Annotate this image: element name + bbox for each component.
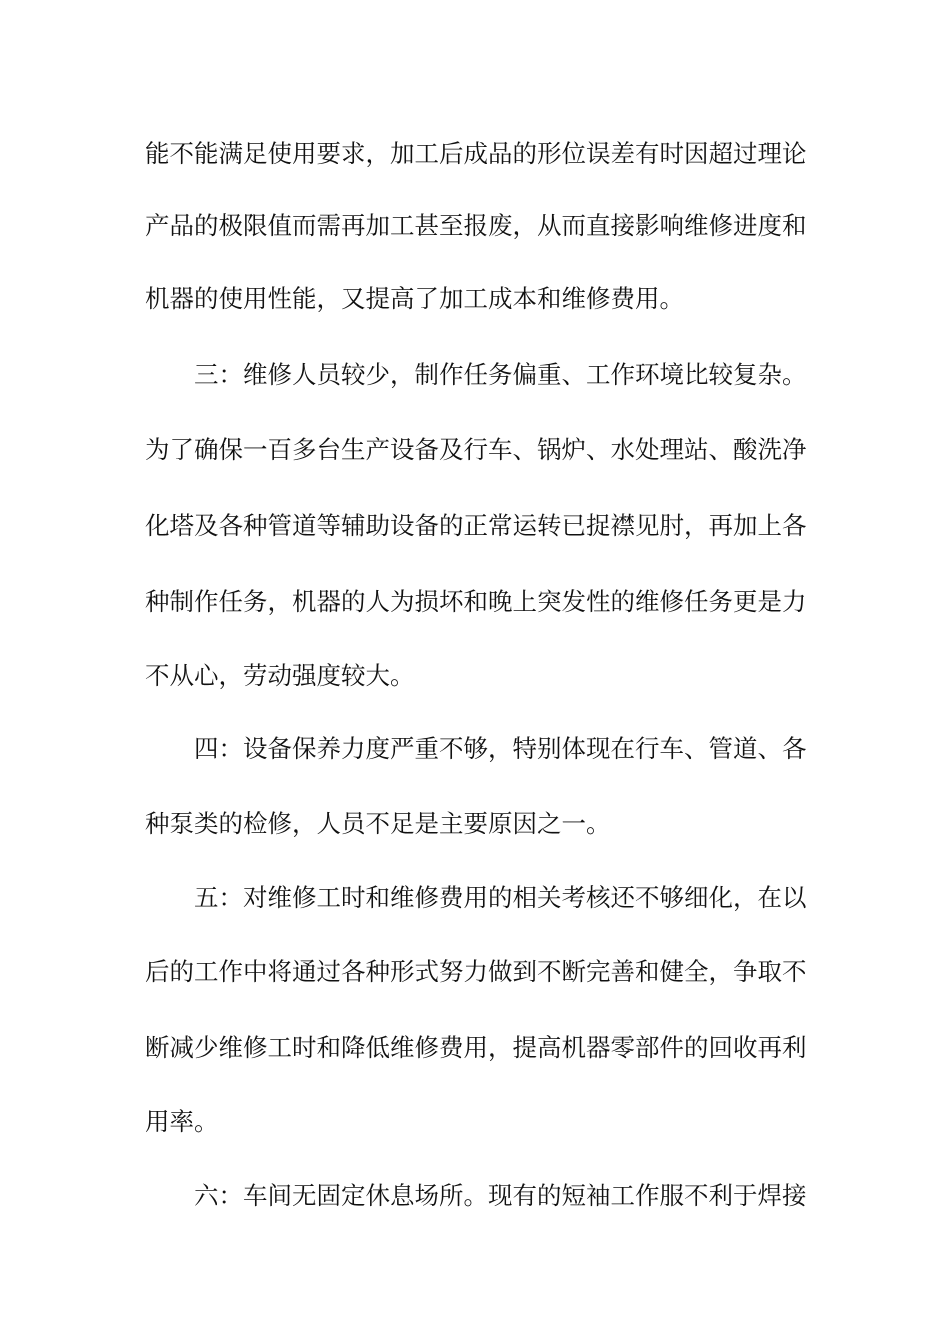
text-line: 不从心，劳动强度较大。 (145, 661, 415, 690)
paragraph-six-start: 六：车间无固定休息场所。现有的短袖工作服不利于焊接 (194, 1181, 807, 1210)
paragraph-five-start: 五：对维修工时和维修费用的相关考核还不够细化，在以 (194, 883, 807, 912)
text-line: 用率。 (145, 1107, 219, 1136)
paragraph-three-start: 三：维修人员较少，制作任务偏重、工作环境比较复杂。 (194, 360, 807, 389)
paragraph-four-start: 四：设备保养力度严重不够，特别体现在行车、管道、各 (194, 734, 807, 763)
text-line: 种泵类的检修，人员不足是主要原因之一。 (145, 809, 611, 838)
text-line: 种制作任务，机器的人为损坏和晚上突发性的维修任务更是力 (145, 587, 807, 616)
text-line: 能不能满足使用要求，加工后成品的形位误差有时因超过理论 (145, 139, 807, 168)
text-line: 为了确保一百多台生产设备及行车、锅炉、水处理站、酸洗净 (145, 435, 807, 464)
text-line: 产品的极限值而需再加工甚至报废，从而直接影响维修进度和 (145, 211, 807, 240)
text-line: 化塔及各种管道等辅助设备的正常运转已捉襟见肘，再加上各 (145, 511, 807, 540)
text-line: 机器的使用性能，又提高了加工成本和维修费用。 (145, 284, 684, 313)
text-line: 后的工作中将通过各种形式努力做到不断完善和健全，争取不 (145, 957, 807, 986)
text-line: 断减少维修工时和降低维修费用，提高机器零部件的回收再利 (145, 1033, 807, 1062)
